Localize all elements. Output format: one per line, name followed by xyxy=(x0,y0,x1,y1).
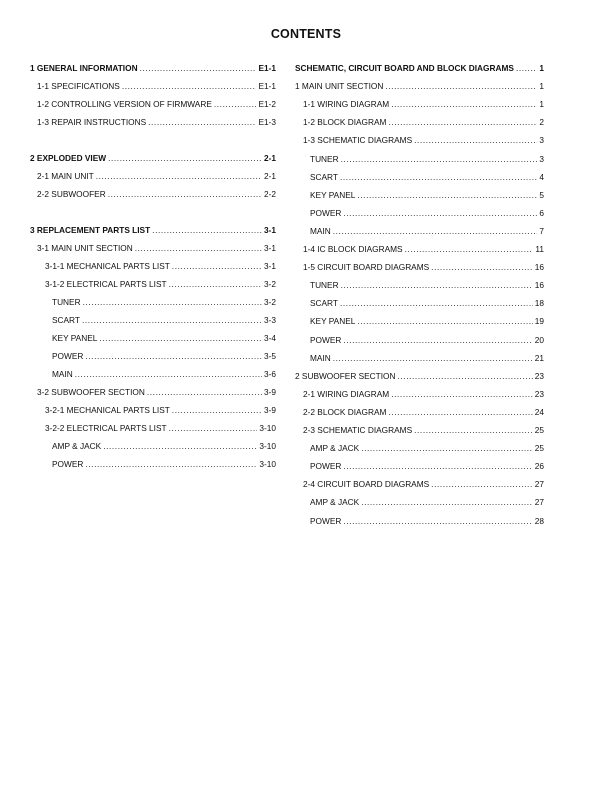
dot-leader xyxy=(361,496,533,508)
toc-entry-label: KEY PANEL xyxy=(310,190,356,200)
toc-entry[interactable] xyxy=(30,404,276,416)
toc-entry-label: 3-2-1 MECHANICAL PARTS LIST xyxy=(45,405,170,415)
toc-entry-label: AMP & JACK xyxy=(310,443,360,453)
toc-entry-page: E1-1 xyxy=(258,63,276,73)
toc-entry[interactable] xyxy=(30,422,276,434)
toc-entry[interactable] xyxy=(30,62,276,74)
dot-leader xyxy=(214,98,257,110)
toc-entry-page: 3-9 xyxy=(264,387,276,397)
toc-entry-page: 7 xyxy=(539,226,544,236)
toc-entry-page: 2-1 xyxy=(264,153,276,163)
toc-entry[interactable] xyxy=(30,260,276,272)
dot-leader xyxy=(135,242,262,254)
toc-entry-page: 1 xyxy=(539,99,544,109)
dot-leader xyxy=(103,440,257,452)
toc-entry[interactable] xyxy=(30,386,276,398)
dot-leader xyxy=(122,80,257,92)
toc-entry-page: 23 xyxy=(534,371,544,381)
dot-leader xyxy=(385,80,537,92)
toc-entry-page: 27 xyxy=(534,479,544,489)
dot-leader xyxy=(516,62,537,74)
toc-entry-page: 3-9 xyxy=(264,405,276,415)
toc-entry[interactable] xyxy=(295,297,544,309)
toc-entry-label: AMP & JACK xyxy=(310,497,360,507)
page-title: CONTENTS xyxy=(270,27,342,41)
dot-leader xyxy=(361,442,533,454)
toc-entry-label: 1-1 WIRING DIAGRAM xyxy=(303,99,390,109)
toc-entry-page: 2-1 xyxy=(264,171,276,181)
toc-entry[interactable] xyxy=(295,171,544,183)
toc-entry-page: 3-1 xyxy=(264,225,276,235)
toc-entry-label: 2-1 WIRING DIAGRAM xyxy=(303,389,390,399)
toc-entry-label: SCHEMATIC, CIRCUIT BOARD AND BLOCK DIAGRAMS xyxy=(295,63,514,73)
dot-leader xyxy=(85,350,262,362)
toc-entry-label: POWER xyxy=(310,516,342,526)
toc-entry-label: 3 REPLACEMENT PARTS LIST xyxy=(30,225,151,235)
toc-entry[interactable] xyxy=(295,207,544,219)
toc-entry-page: 1 xyxy=(539,81,544,91)
toc-entry[interactable] xyxy=(295,370,544,382)
dot-leader xyxy=(431,261,533,273)
toc-entry[interactable] xyxy=(30,458,276,470)
toc-entry-label: 1-2 CONTROLLING VERSION OF FIRMWARE xyxy=(37,99,212,109)
toc-entry-label: 2-3 SCHEMATIC DIAGRAMS xyxy=(303,425,413,435)
toc-entry-label: KEY PANEL xyxy=(52,333,98,343)
toc-entry[interactable] xyxy=(295,98,544,110)
dot-leader xyxy=(172,260,262,272)
toc-entry-label: 1 MAIN UNIT SECTION xyxy=(295,81,384,91)
dot-leader xyxy=(341,279,533,291)
toc-entry-label: 2 SUBWOOFER SECTION xyxy=(295,371,396,381)
toc-entry-label: SCART xyxy=(310,172,338,182)
toc-entry-page: 21 xyxy=(534,353,544,363)
dot-leader xyxy=(340,297,533,309)
toc-entry[interactable] xyxy=(30,242,276,254)
toc-entry-label: TUNER xyxy=(310,280,339,290)
toc-entry[interactable] xyxy=(295,225,544,237)
toc-entry-label: MAIN xyxy=(52,369,73,379)
toc-entry-page: 6 xyxy=(539,208,544,218)
toc-entry[interactable] xyxy=(295,134,544,146)
toc-entry-label: 3-2 SUBWOOFER SECTION xyxy=(37,387,145,397)
toc-entry[interactable] xyxy=(295,515,544,527)
toc-entry-page: 25 xyxy=(534,443,544,453)
toc-entry[interactable] xyxy=(30,350,276,362)
toc-entry-label: POWER xyxy=(52,459,84,469)
dot-leader xyxy=(172,404,262,416)
toc-entry[interactable] xyxy=(295,153,544,165)
dot-leader xyxy=(148,116,256,128)
toc-entry-page: 5 xyxy=(539,190,544,200)
dot-leader xyxy=(99,332,262,344)
dot-leader xyxy=(431,478,533,490)
dot-leader xyxy=(405,243,534,255)
toc-entry[interactable] xyxy=(295,279,544,291)
toc-entry-label: 2-2 SUBWOOFER xyxy=(37,189,106,199)
toc-entry[interactable] xyxy=(295,442,544,454)
toc-entry-label: 1-2 BLOCK DIAGRAM xyxy=(303,117,387,127)
toc-entry-label: POWER xyxy=(310,335,342,345)
toc-entry-page: 3-2 xyxy=(264,279,276,289)
toc-entry[interactable] xyxy=(295,315,544,327)
toc-entry-page: 3-2 xyxy=(264,297,276,307)
dot-leader xyxy=(96,170,262,182)
toc-entry[interactable] xyxy=(295,496,544,508)
toc-entry-page: 3 xyxy=(539,154,544,164)
dot-leader xyxy=(341,153,538,165)
toc-entry-page: 2 xyxy=(539,117,544,127)
toc-entry-page: 3-1 xyxy=(264,261,276,271)
toc-entry-label: SCART xyxy=(310,298,338,308)
dot-leader xyxy=(398,370,533,382)
toc-entry-page: 3-10 xyxy=(259,441,276,451)
dot-leader xyxy=(343,515,532,527)
toc-entry[interactable] xyxy=(30,170,276,182)
toc-entry-page: 28 xyxy=(534,516,544,526)
toc-entry-label: 1-3 SCHEMATIC DIAGRAMS xyxy=(303,135,413,145)
toc-entry-page: 4 xyxy=(539,172,544,182)
toc-entry[interactable] xyxy=(30,116,276,128)
dot-leader xyxy=(414,424,533,436)
dot-leader xyxy=(343,334,532,346)
toc-entry-label: 3-1-1 MECHANICAL PARTS LIST xyxy=(45,261,170,271)
toc-entry-page: 19 xyxy=(534,316,544,326)
toc-entry-label: POWER xyxy=(52,351,84,361)
toc-entry[interactable] xyxy=(295,189,544,201)
dot-leader xyxy=(391,388,533,400)
toc-entry-label: SCART xyxy=(52,315,80,325)
toc-entry[interactable] xyxy=(30,98,276,110)
toc-entry-label: 1-4 IC BLOCK DIAGRAMS xyxy=(303,244,403,254)
toc-entry-label: 3-2-2 ELECTRICAL PARTS LIST xyxy=(45,423,167,433)
toc-entry-page: 26 xyxy=(534,461,544,471)
toc-entry[interactable] xyxy=(30,368,276,380)
toc-entry-page: 3-5 xyxy=(264,351,276,361)
toc-entry[interactable] xyxy=(295,116,544,128)
toc-entry-page: 3-4 xyxy=(264,333,276,343)
toc-entry-page: 25 xyxy=(534,425,544,435)
dot-leader xyxy=(357,315,532,327)
toc-entry-page: 3 xyxy=(539,135,544,145)
toc-entry[interactable] xyxy=(30,188,276,200)
dot-leader xyxy=(169,422,258,434)
toc-entry-label: MAIN xyxy=(310,226,331,236)
toc-entry-label: 2-2 BLOCK DIAGRAM xyxy=(303,407,387,417)
dot-leader xyxy=(414,134,537,146)
toc-entry-page: 3-6 xyxy=(264,369,276,379)
toc-entry-page: E1-1 xyxy=(258,81,276,91)
toc-entry[interactable] xyxy=(295,80,544,92)
dot-leader xyxy=(388,116,537,128)
toc-entry[interactable] xyxy=(30,314,276,326)
dot-leader xyxy=(147,386,262,398)
toc-entry-label: 1-3 REPAIR INSTRUCTIONS xyxy=(37,117,147,127)
toc-entry-page: 16 xyxy=(534,280,544,290)
toc-entry[interactable] xyxy=(295,460,544,472)
toc-entry-label: POWER xyxy=(310,208,342,218)
toc-entry-label: 3-1-2 ELECTRICAL PARTS LIST xyxy=(45,279,167,289)
toc-entry-label: MAIN xyxy=(310,353,331,363)
toc-entry[interactable] xyxy=(30,296,276,308)
toc-entry[interactable] xyxy=(295,243,544,255)
toc-entry-label: TUNER xyxy=(310,154,339,164)
toc-entry[interactable] xyxy=(295,334,544,346)
toc-entry-page: E1-3 xyxy=(258,117,276,127)
toc-entry-label: 2-4 CIRCUIT BOARD DIAGRAMS xyxy=(303,479,430,489)
toc-entry-label: 3-1 MAIN UNIT SECTION xyxy=(37,243,133,253)
dot-leader xyxy=(108,188,262,200)
toc-entry-page: 3-3 xyxy=(264,315,276,325)
dot-leader xyxy=(82,314,262,326)
toc-entry[interactable] xyxy=(295,62,544,74)
dot-leader xyxy=(388,406,532,418)
toc-entry[interactable] xyxy=(295,478,544,490)
toc-entry[interactable] xyxy=(295,406,544,418)
toc-entry-page: 18 xyxy=(534,298,544,308)
dot-leader xyxy=(108,152,262,164)
toc-entry-page: 23 xyxy=(534,389,544,399)
dot-leader xyxy=(169,278,262,290)
toc-entry[interactable] xyxy=(30,278,276,290)
toc-entry[interactable] xyxy=(295,424,544,436)
toc-entry-page: 20 xyxy=(534,335,544,345)
toc-entry[interactable] xyxy=(30,80,276,92)
dot-leader xyxy=(357,189,537,201)
toc-entry-label: AMP & JACK xyxy=(52,441,102,451)
toc-entry[interactable] xyxy=(30,152,276,164)
toc-entry[interactable] xyxy=(295,388,544,400)
toc-entry-label: KEY PANEL xyxy=(310,316,356,326)
toc-entry-page: E1-2 xyxy=(258,99,276,109)
dot-leader xyxy=(75,368,262,380)
toc-entry-page: 24 xyxy=(534,407,544,417)
toc-entry-label: 2-1 MAIN UNIT xyxy=(37,171,94,181)
toc-entry-label: 2 EXPLODED VIEW xyxy=(30,153,107,163)
dot-leader xyxy=(340,171,537,183)
toc-entry-page: 11 xyxy=(535,244,544,254)
toc-entry[interactable] xyxy=(30,224,276,236)
toc-entry-page: 27 xyxy=(534,497,544,507)
dot-leader xyxy=(343,207,537,219)
toc-entry-label: 1-5 CIRCUIT BOARD DIAGRAMS xyxy=(303,262,430,272)
toc-entry-page: 2-2 xyxy=(264,189,276,199)
dot-leader xyxy=(333,225,538,237)
toc-entry-label: TUNER xyxy=(52,297,81,307)
toc-entry-page: 16 xyxy=(534,262,544,272)
dot-leader xyxy=(85,458,257,470)
toc-entry-page: 3-1 xyxy=(264,243,276,253)
dot-leader xyxy=(333,352,533,364)
toc-entry-page: 1 xyxy=(539,63,544,73)
dot-leader xyxy=(83,296,262,308)
dot-leader xyxy=(343,460,532,472)
dot-leader xyxy=(391,98,537,110)
toc-entry[interactable] xyxy=(30,440,276,452)
toc-entry-label: POWER xyxy=(310,461,342,471)
toc-entry[interactable] xyxy=(30,332,276,344)
toc-entry[interactable] xyxy=(295,261,544,273)
toc-entry-label: 1-1 SPECIFICATIONS xyxy=(37,81,120,91)
toc-entry-label: 1 GENERAL INFORMATION xyxy=(30,63,138,73)
toc-entry-page: 3-10 xyxy=(259,459,276,469)
toc-entry[interactable] xyxy=(295,352,544,364)
dot-leader xyxy=(140,62,257,74)
dot-leader xyxy=(152,224,262,236)
toc-entry-page: 3-10 xyxy=(259,423,276,433)
